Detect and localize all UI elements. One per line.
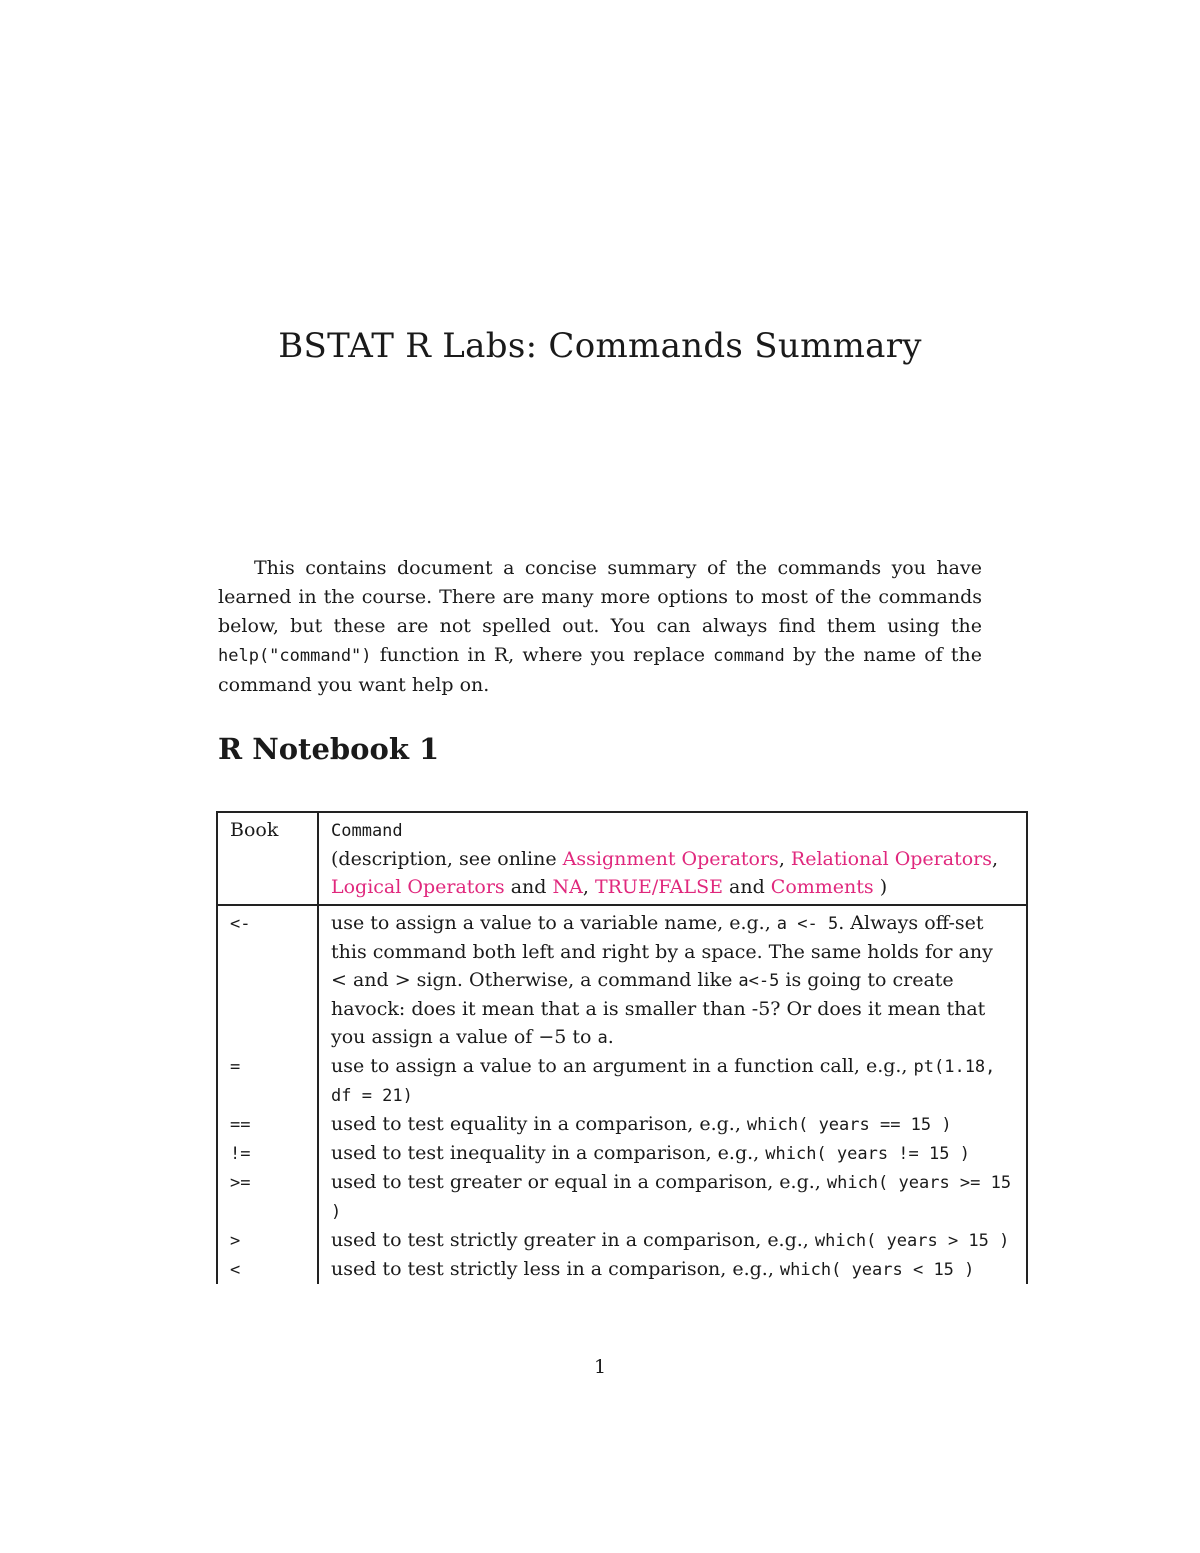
header-book-cell: Book: [217, 812, 318, 905]
link-assignment-operators[interactable]: Assignment Operators: [562, 848, 779, 870]
code-example: pt(1.18, df = 21): [331, 1057, 996, 1106]
operator-cell: <-: [217, 905, 318, 1052]
code-example: which( years > 15 ): [814, 1231, 1010, 1251]
code-example: which( years == 15 ): [746, 1115, 952, 1135]
description-cell: use to assign a value to a variable name, e.g., a <- 5. Always off-set this command both left and right by a space. The same holds for any < and > sign. Otherwise, a command like a<-5 is going to create havock: does it mean that a is smaller than -5? Or does it mean that you assign a value of −5 to a.: [318, 905, 1027, 1052]
operator-cell: =: [217, 1052, 318, 1110]
table-row: [217, 1139, 1027, 1168]
intro-paragraph: [218, 554, 982, 700]
header-sep-2: ,: [992, 848, 999, 870]
code-example: which( years != 15 ): [765, 1144, 970, 1164]
table-row: [217, 1226, 1027, 1255]
table-row: [217, 1110, 1027, 1139]
header-sep-5: and: [722, 876, 771, 898]
intro-text-2: function in R, where you replace: [371, 644, 714, 666]
description-cell: used to test strictly less in a comparison, e.g., which( years < 15 ): [318, 1255, 1027, 1284]
intro-code-command: command: [713, 646, 785, 666]
intro-code-help: help("command"): [218, 646, 372, 666]
operator-cell: <: [217, 1255, 318, 1284]
intro-text-3: by the name of the command you want help on.: [218, 644, 982, 696]
table-row: [217, 905, 1027, 1052]
section-title: R Notebook 1: [218, 732, 440, 766]
intro-text-1: This contains document a concise summary of the commands you have learned in the course. There are many more options to most of the commands below, but these are not spelled out. You can always find them using the: [218, 557, 982, 637]
link-na[interactable]: NA: [552, 876, 583, 898]
code-example: which( years < 15 ): [779, 1260, 975, 1280]
operator-cell: ==: [217, 1110, 318, 1139]
description-cell: used to test inequality in a comparison, e.g., which( years != 15 ): [318, 1139, 1027, 1168]
commands-table: [216, 811, 1028, 1284]
operator-cell: !=: [217, 1139, 318, 1168]
operator-cell: >=: [217, 1168, 318, 1226]
link-comments[interactable]: Comments: [770, 876, 874, 898]
table-row: [217, 1052, 1027, 1110]
description-cell: used to test greater or equal in a comparison, e.g., which( years >= 15 ): [318, 1168, 1027, 1226]
description-cell: used to test equality in a comparison, e.g., which( years == 15 ): [318, 1110, 1027, 1139]
operator-cell: >: [217, 1226, 318, 1255]
link-logical-operators[interactable]: Logical Operators: [331, 876, 505, 898]
table-header-row: [217, 812, 1027, 905]
link-true-false[interactable]: TRUE/FALSE: [594, 876, 723, 898]
table-row: [217, 1255, 1027, 1284]
header-desc-suffix: ): [873, 876, 888, 898]
page-number: 1: [593, 1356, 607, 1378]
header-sep-1: ,: [778, 848, 791, 870]
description-cell: use to assign a value to an argument in a function call, e.g., pt(1.18, df = 21): [318, 1052, 1027, 1110]
header-sep-4: ,: [582, 876, 595, 898]
code-example: a: [597, 1028, 608, 1048]
code-example: a<-5: [738, 971, 780, 991]
description-cell: used to test strictly greater in a comparison, e.g., which( years > 15 ): [318, 1226, 1027, 1255]
header-command-cell: [318, 812, 1027, 905]
code-example: a <- 5: [776, 914, 839, 934]
header-sep-3: and: [504, 876, 553, 898]
code-example: which( years >= 15 ): [331, 1173, 1012, 1222]
document-title: BSTAT R Labs: Commands Summary: [278, 326, 922, 366]
table-row: [217, 1168, 1027, 1226]
header-command-label: Command: [331, 821, 403, 841]
header-desc-prefix: (description, see online: [331, 848, 563, 870]
link-relational-operators[interactable]: Relational Operators: [790, 848, 992, 870]
